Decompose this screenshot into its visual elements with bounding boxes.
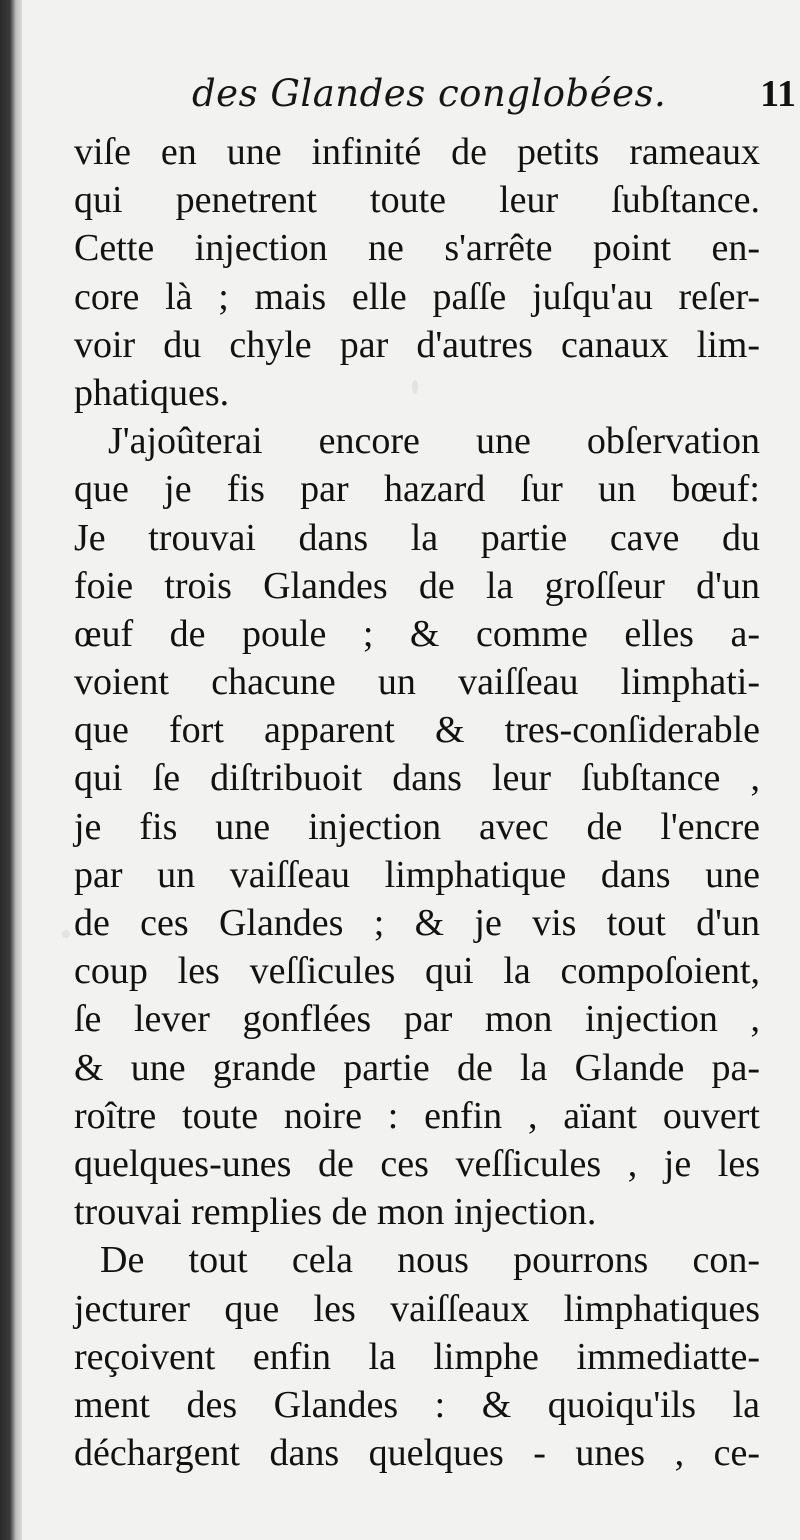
text-line: voient chacune un vaiſſeau limphati-	[74, 661, 760, 704]
text-line: Cette injection ne s'arrête point en-	[74, 227, 760, 270]
text-line: J'ajoûterai encore une obſervation	[108, 420, 760, 463]
paragraph-1	[74, 128, 760, 417]
text-line: foie trois Glandes de la groſſeur d'un	[74, 564, 760, 607]
paragraph-3	[74, 1236, 760, 1477]
text-line: coup les veſſicules qui la compoſoient,	[74, 950, 760, 993]
text-line: roître toute noire : enfin , aïant ouvert	[74, 1094, 760, 1137]
text-line: par un vaiſſeau limphatique dans une	[74, 853, 760, 896]
ink-smudge	[412, 380, 418, 394]
paragraph-2	[74, 417, 760, 1236]
running-title: des Glandes conglobées.	[192, 72, 667, 115]
text-line: ſe lever gonflées par mon injection ,	[74, 998, 760, 1041]
text-line: Je trouvai dans la partie cave du	[74, 516, 760, 559]
text-line: que fort apparent & tres-conſiderable	[74, 709, 760, 752]
text-line: œuf de poule ; & comme elles a-	[74, 612, 760, 655]
text-line: trouvai remplies de mon injection.	[74, 1191, 597, 1234]
text-line: core là ; mais elle paſſe juſqu'au reſer-	[74, 275, 760, 318]
book-page	[22, 0, 800, 1540]
page-number: 11	[760, 73, 796, 115]
text-line: qui penetrent toute leur ſubſtance.	[74, 179, 760, 222]
ink-smudge	[62, 930, 70, 938]
text-line: reçoivent enfin la limphe immediatte-	[74, 1335, 760, 1378]
text-line: qui ſe diſtribuoit dans leur ſubſtance ,	[74, 757, 760, 800]
text-line: voir du chyle par d'autres canaux lim-	[74, 323, 760, 366]
text-line: déchargent dans quelques - unes , ce-	[74, 1432, 760, 1475]
text-line: de ces Glandes ; & je vis tout d'un	[74, 902, 760, 944]
text-line: De tout cela nous pourrons con-	[100, 1239, 760, 1282]
text-line: ment des Glandes : & quoiqu'ils la	[74, 1383, 760, 1426]
text-line: quelques-unes de ces veſſicules , je les	[74, 1142, 760, 1185]
text-line: phatiques.	[74, 371, 230, 414]
text-line: jecturer que les vaiſſeaux limphatiques	[74, 1287, 760, 1330]
text-line: je fis une injection avec de l'encre	[74, 805, 760, 848]
text-line: viſe en une infinité de petits rameaux	[74, 131, 760, 173]
body-text	[74, 128, 760, 1477]
text-line: que je fis par hazard ſur un bœuf:	[74, 468, 760, 511]
text-line: & une grande partie de la Glande pa-	[74, 1046, 760, 1089]
page-header	[22, 72, 800, 132]
